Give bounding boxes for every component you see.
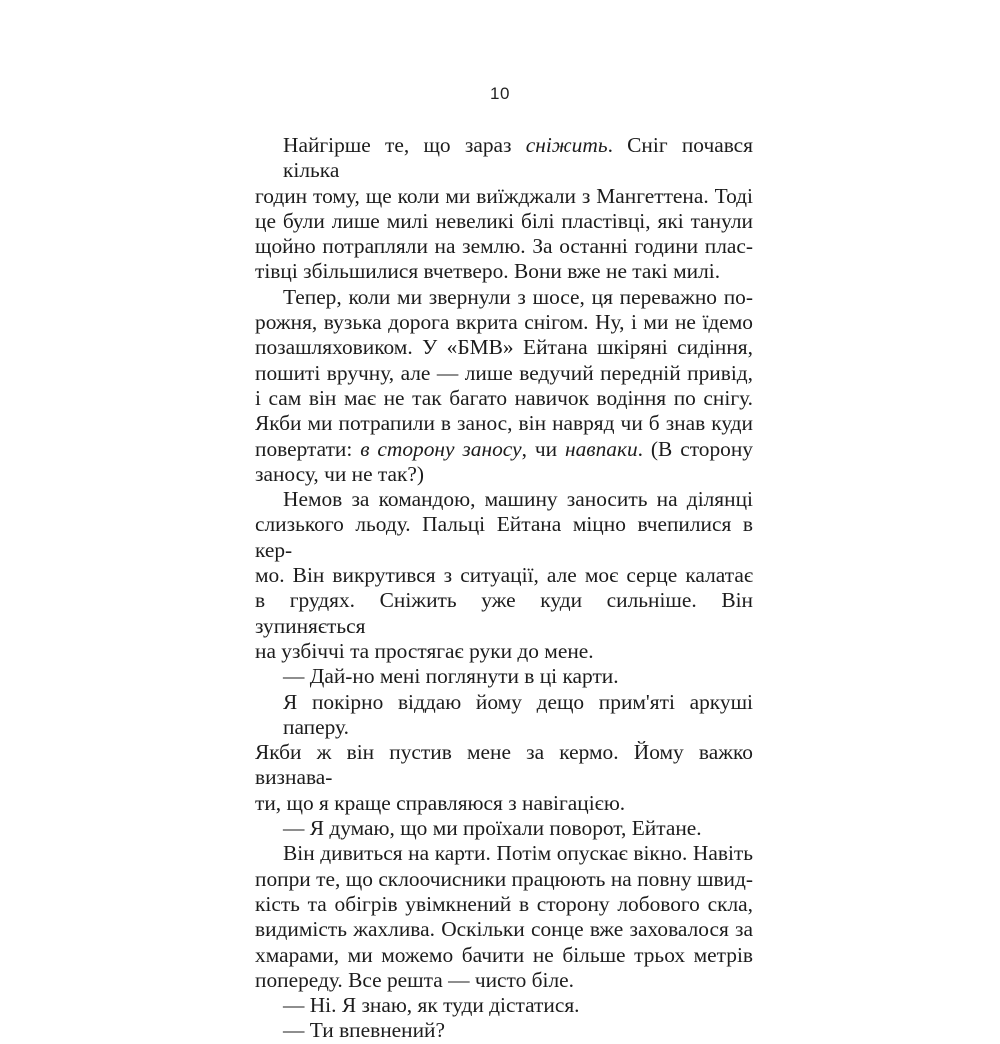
text-line: це були лише милі невеликі білі пластівці, які танули <box>255 208 753 233</box>
text-line: щойно потрапляли на землю. За останні години плас- <box>255 234 753 259</box>
text-line: попереду. Все решта — чисто біле. <box>255 967 574 992</box>
text-line: кість та обігрів увімкнений в сторону лобового скла, <box>255 891 753 916</box>
text-line: Якби ми потрапили в занос, він навряд чи б знав куди <box>255 411 753 436</box>
text-line: Він дивиться на карти. Потім опускає вікно. Навіть <box>283 841 753 866</box>
text-line: ти, що я краще справляюся з навігацією. <box>255 790 626 815</box>
body-text <box>255 133 753 1044</box>
text-line: Якби ж він пустив мене за кермо. Йому важко визнава- <box>255 740 753 790</box>
paragraph <box>255 487 753 664</box>
paragraph <box>255 664 753 689</box>
text-line: повертати: в сторону заносу, чи навпаки. (В сторону <box>255 436 753 461</box>
text-line: — Ти впевнений? <box>283 1018 445 1043</box>
text-line: — Я думаю, що ми проїхали поворот, Ейтане. <box>283 816 702 841</box>
paragraph <box>255 841 753 993</box>
text-line: в грудях. Сніжить уже куди сильніше. Він зупиняється <box>255 588 753 638</box>
text-line: слизького льоду. Пальці Ейтана міцно вчепилися в кер- <box>255 512 753 562</box>
text-line: пошиті вручну, але — лише ведучий передній привід, <box>255 360 753 385</box>
emphasis: сніжить <box>525 133 608 157</box>
text-line: заносу, чи не так?) <box>255 461 425 486</box>
paragraph <box>255 133 753 285</box>
paragraph <box>255 285 753 487</box>
emphasis: навпаки <box>564 436 638 461</box>
text-line: тівці збільшилися вчетверо. Вони вже не такі милі. <box>255 259 721 284</box>
text-line: — Дай-но мені поглянути в ці карти. <box>283 664 619 689</box>
text-line: Найгірше те, що зараз сніжить. Сніг почався кілька <box>283 133 753 183</box>
text-line: на узбіччі та простягає руки до мене. <box>255 638 594 663</box>
paragraph <box>255 993 753 1018</box>
page-number: 10 <box>490 84 510 103</box>
text-line: і сам він має не так багато навичок водіння по снігу. <box>255 385 753 410</box>
paragraph <box>255 690 753 816</box>
emphasis: в сторону заносу <box>360 436 522 461</box>
paragraph <box>255 816 753 841</box>
text-line: Тепер, коли ми звернули з шосе, ця переважно по- <box>283 284 753 309</box>
text-line: мо. Він викрутився з ситуації, але моє серце калатає <box>255 563 753 588</box>
text-line: хмарами, ми можемо бачити не більше трьох метрів <box>255 942 753 967</box>
text-line: Я покірно віддаю йому дещо прим'яті аркуші паперу. <box>283 689 753 739</box>
text-line: рожня, вузька дорога вкрита снігом. Ну, і ми не їдемо <box>255 310 753 335</box>
text-line: — Ні. Я знаю, як туди дістатися. <box>283 993 580 1018</box>
text-line: годин тому, ще коли ми виїжджали з Мангеттена. Тоді <box>255 183 753 208</box>
text-line: попри те, що склоочисники працюють на повну швид- <box>255 866 753 891</box>
text-line: позашляховиком. У «БМВ» Ейтана шкіряні сидіння, <box>255 335 753 360</box>
text-line: видимість жахлива. Оскільки сонце вже заховалося за <box>255 917 753 942</box>
text-line: Немов за командою, машину заносить на ділянці <box>283 487 753 512</box>
paragraph <box>255 1018 753 1043</box>
